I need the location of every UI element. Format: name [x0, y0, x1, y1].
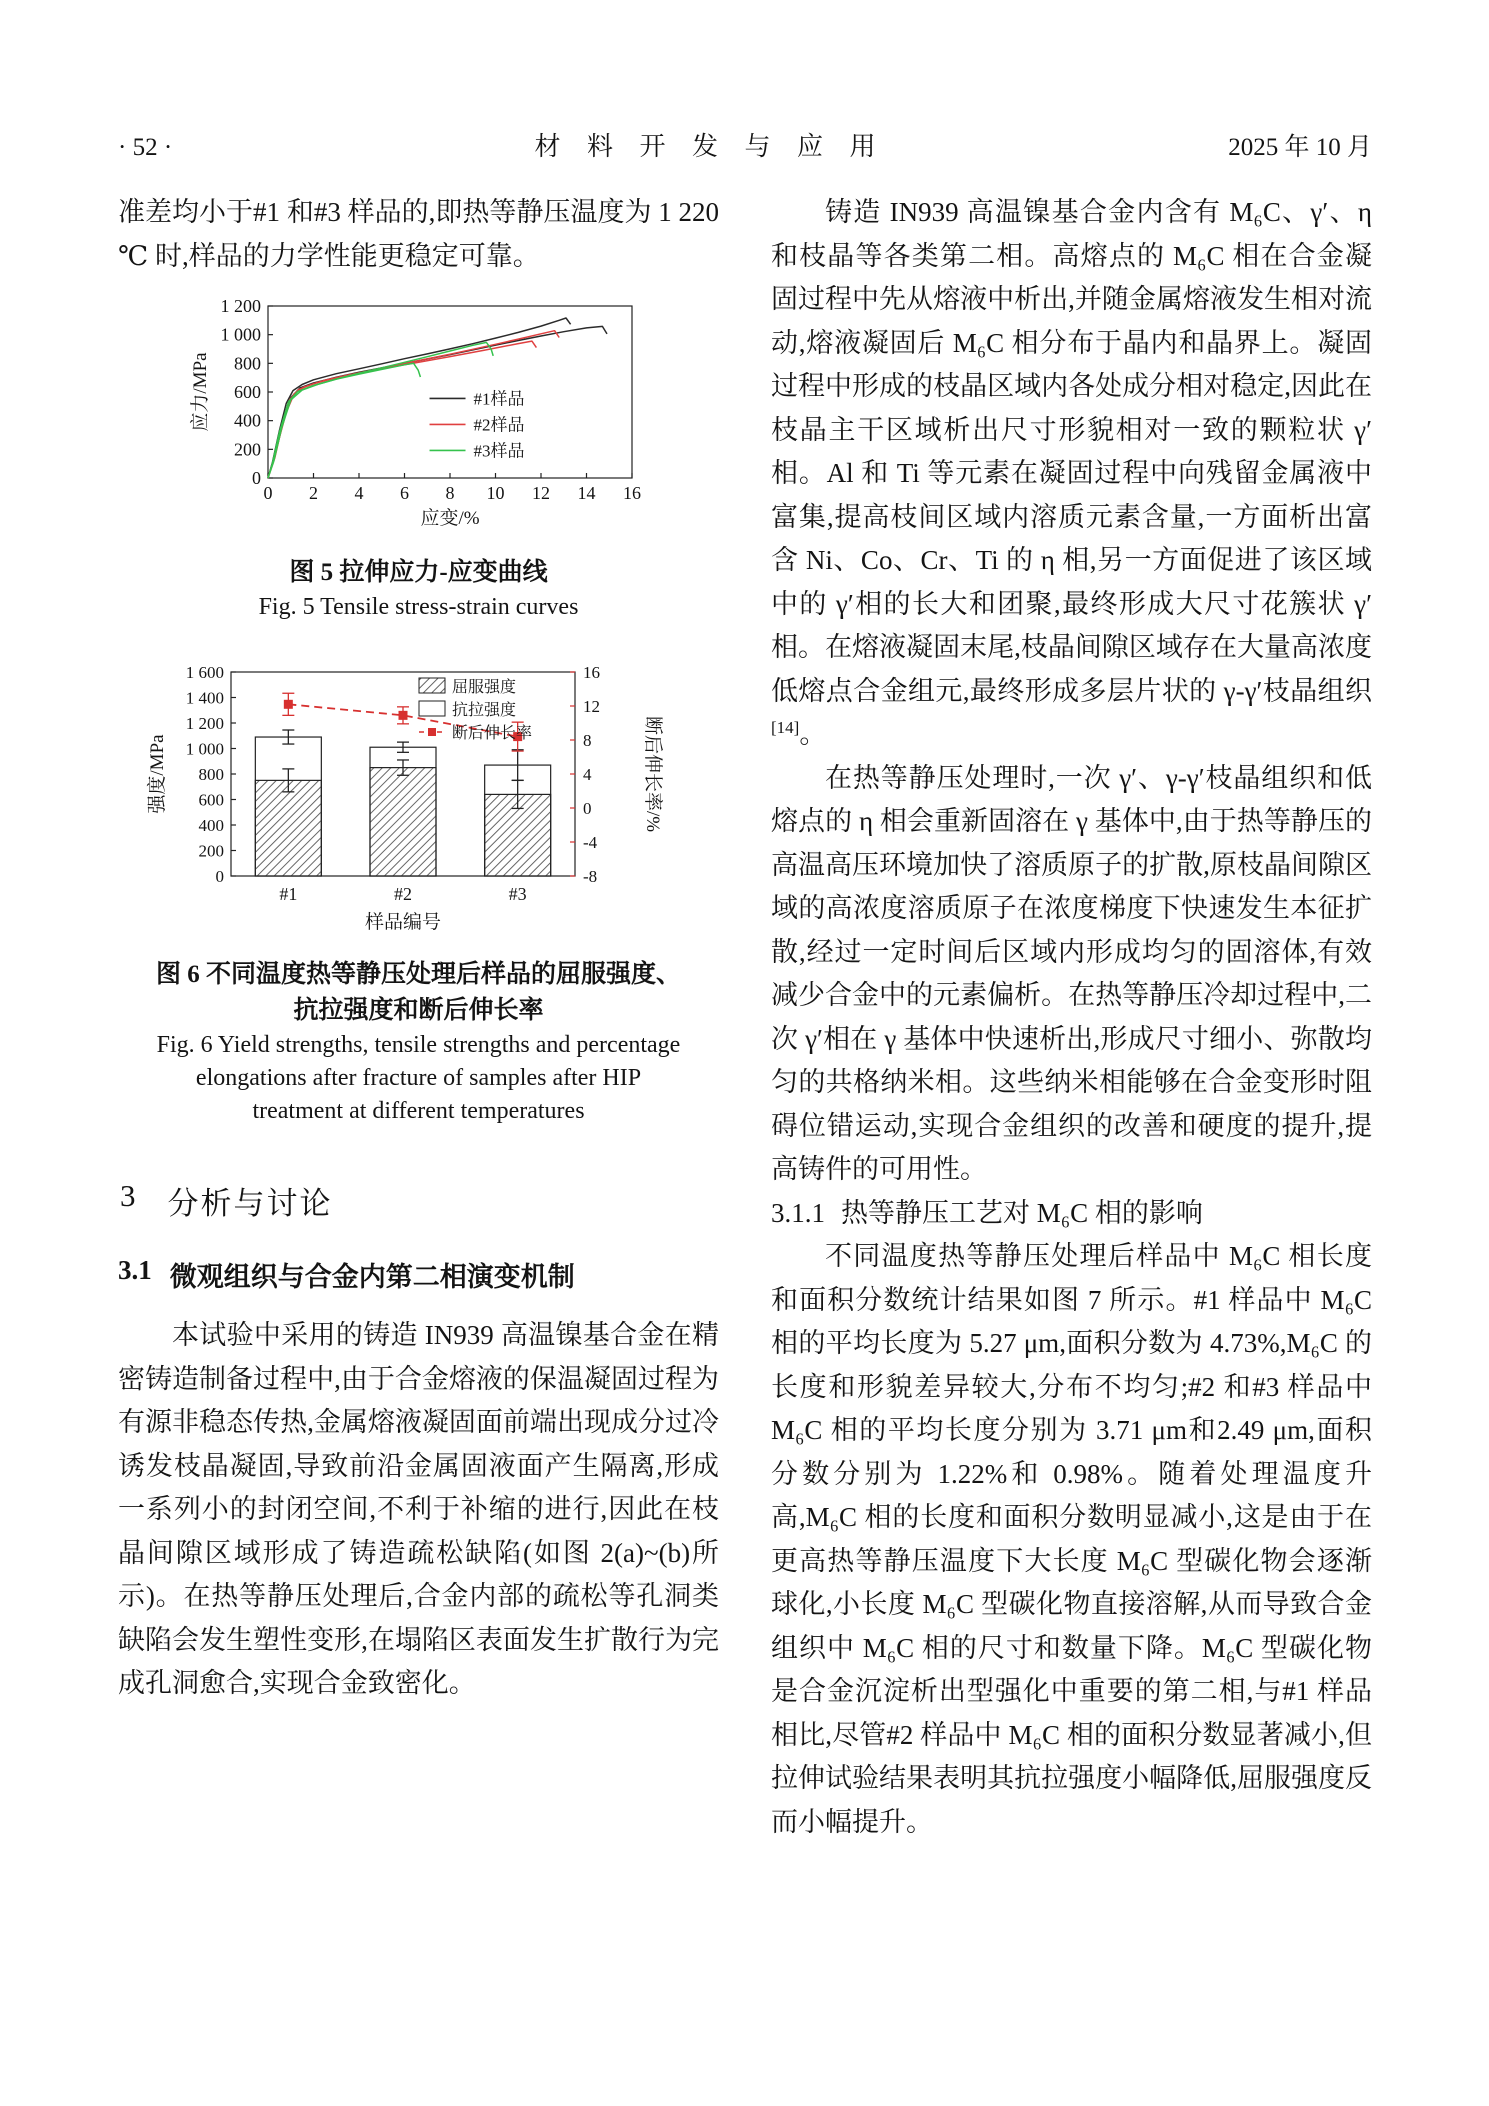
svg-text:600: 600 [233, 382, 261, 402]
svg-text:12: 12 [582, 697, 600, 716]
subsection-311-number: 3.1.1 [771, 1197, 825, 1228]
svg-text:4: 4 [354, 483, 363, 503]
figure6-caption-zh-line2: 抗拉强度和断后伸长率 [293, 997, 544, 1024]
two-column-layout [118, 191, 1372, 1844]
svg-text:1 000: 1 000 [220, 324, 261, 345]
right-body-paragraph-1 [771, 191, 1372, 757]
svg-text:0: 0 [215, 867, 224, 886]
figure6 [118, 654, 719, 1128]
svg-text:0: 0 [263, 483, 272, 503]
svg-text:断后伸长率: 断后伸长率 [451, 725, 532, 742]
svg-text:#1: #1 [278, 884, 297, 904]
svg-text:8: 8 [445, 483, 454, 503]
figure5-chart [184, 292, 654, 544]
issue-date: 2025 年 10 月 [1228, 134, 1372, 161]
subsection-311-title: 热等静压工艺对 M₆C 相的影响 [841, 1197, 1203, 1228]
svg-text:#2: #2 [393, 884, 412, 904]
svg-text:2: 2 [308, 483, 318, 503]
svg-text:16: 16 [622, 483, 641, 503]
figure5 [118, 292, 719, 624]
figure6-caption-en-line1: Fig. 6 Yield strengths, tensile strengths and percentage [156, 1032, 681, 1058]
svg-text:600: 600 [198, 790, 224, 810]
figure6-caption [118, 957, 719, 1128]
svg-text:200: 200 [198, 841, 224, 861]
page-header [118, 126, 1372, 163]
svg-text:1 000: 1 000 [185, 739, 224, 759]
citation-14: [14] [771, 718, 800, 737]
svg-text:#1样品: #1样品 [473, 389, 525, 409]
section-3-number: 3 [120, 1178, 138, 1213]
svg-text:800: 800 [198, 765, 224, 784]
svg-text:1 400: 1 400 [185, 688, 224, 708]
svg-text:1 600: 1 600 [185, 663, 224, 682]
svg-text:#3样品: #3样品 [473, 441, 525, 461]
subsection-31-heading [118, 1255, 719, 1294]
svg-text:#2样品: #2样品 [473, 415, 525, 435]
subsection-31-number: 3.1 [118, 1255, 152, 1285]
svg-text:8: 8 [582, 731, 591, 750]
paragraph-1-tail: 。 [799, 719, 827, 749]
figure5-caption-en: Fig. 5 Tensile stress-strain curves [258, 594, 579, 620]
figure6-chart [139, 654, 699, 946]
right-body-paragraph-2: 在热等静压处理时,一次 γ′、γ-γ′枝晶组织和低熔点的 η 相会重新固溶在 γ 基体中,由于热等静压的高温高压环境加快了溶质原子的扩散,原枝晶间隙区域的高浓度溶质原子在浓度梯度下快速发生本征扩散,经过一定时间后区域内形成均匀的固溶体,有效减少合金中的元素偏析。在热等静压冷却过程中,二次 γ′相在 γ 基体中快速析出,形成尺寸细小、弥散均匀的共格纳米相。这些纳米相能够在合金变形时阻碍位错运动,实现合金组织的改善和硬度的提升,提高铸件的可用性。 [771, 762, 1372, 1184]
subsection-311-heading [771, 1192, 1372, 1236]
svg-text:14: 14 [577, 483, 595, 503]
svg-text:400: 400 [198, 816, 224, 835]
svg-text:200: 200 [233, 439, 261, 460]
svg-text:强度/MPa: 强度/MPa [146, 734, 168, 814]
journal-title: 材 料 开 发 与 应 用 [534, 132, 886, 161]
paragraph-1-text: 铸造 IN939 高温镍基合金内含有 M₆C、γ′、η 和枝晶等各类第二相。高熔点的 M₆C 相在合金凝固过程中先从熔液中析出,并随金属熔液发生相对流动,熔液凝固后 M₆C 相分布于晶内和晶界上。凝固过程中形成的枝晶区域内各处成分相对稳定,因此在枝晶主干区域析出尺寸形貌相对一致的颗粒状 γ′相。Al 和 Ti 等元素在凝固过程中向残留金属液中富集,提高枝间区域内溶质元素含量,一方面析出富含 Ni、Co、Cr、Ti 的 η 相,另一方面促进了该区域中的 γ′相的长大和团聚,最终形成大尺寸花簇状 γ′相。在熔液凝固末尾,枝晶间隙区域存在大量高浓度低熔点合金组元,最终形成多层片状的 γ-γ′枝晶组织 [771, 197, 1372, 706]
svg-text:400: 400 [233, 410, 261, 431]
section-3-heading [120, 1178, 719, 1223]
figure6-caption-en-line2: elongations after fracture of samples after HIP [195, 1065, 642, 1091]
svg-text:16: 16 [582, 663, 600, 682]
svg-text:10: 10 [486, 483, 504, 503]
svg-text:应力/MPa: 应力/MPa [189, 352, 211, 432]
right-column [771, 191, 1372, 1844]
page-number: · 52 · [118, 134, 173, 161]
svg-text:0: 0 [251, 468, 261, 488]
figure5-caption-zh: 图 5 拉伸应力-应变曲线 [289, 559, 548, 586]
svg-text:#3: #3 [508, 884, 527, 904]
svg-text:4: 4 [582, 765, 591, 784]
continuation-paragraph: 准差均小于#1 和#3 样品的,即热等静压温度为 1 220 ℃ 时,样品的力学性能更稳定可靠。 [118, 197, 719, 271]
section-3-title: 分析与讨论 [167, 1186, 333, 1221]
svg-text:抗拉强度: 抗拉强度 [451, 702, 516, 719]
svg-text:0: 0 [582, 799, 591, 818]
svg-text:12: 12 [531, 483, 550, 503]
svg-text:1 200: 1 200 [185, 714, 224, 733]
svg-text:800: 800 [233, 353, 261, 374]
svg-text:-4: -4 [582, 833, 597, 852]
left-body-paragraph: 本试验中采用的铸造 IN939 高温镍基合金在精密铸造制备过程中,由于合金熔液的保温凝固过程为有源非稳态传热,金属熔液凝固面前端出现成分过冷诱发枝晶凝固,导致前沿金属固液面产生隔离,形成一系列小的封闭空间,不利于补缩的进行,因此在枝晶间隙区域形成了铸造疏松缺陷(如图 2(a)~(b)所示)。在热等静压处理后,合金内部的疏松等孔洞类缺陷会发生塑性变形,在塌陷区表面发生扩散行为完成孔洞愈合,实现合金致密化。 [118, 1320, 719, 1698]
left-column [118, 191, 719, 1844]
figure6-caption-en-line3: treatment at different temperatures [252, 1098, 585, 1124]
subsection-31-title: 微观组织与合金内第二相演变机制 [169, 1262, 575, 1292]
figure6-caption-zh-line1: 图 6 不同温度热等静压处理后样品的屈服强度、 [155, 961, 681, 988]
svg-text:样品编号: 样品编号 [364, 912, 441, 933]
svg-text:屈服强度: 屈服强度 [451, 679, 516, 696]
svg-text:1 200: 1 200 [220, 296, 261, 316]
svg-text:应变/%: 应变/% [419, 508, 480, 529]
svg-text:断后伸长率/%: 断后伸长率/% [641, 715, 663, 833]
right-body-paragraph-3: 不同温度热等静压处理后样品中 M₆C 相长度和面积分数统计结果如图 7 所示。#1 样品中 M₆C 相的平均长度为 5.27 μm,面积分数为 4.73%,M₆C 的长度和形貌差异较大,分布不均匀;#2 和#3 样品中 M₆C 相的平均长度分别为 3.71 μm和2.49 μm,面积分数分别为 1.22%和 0.98%。随着处理温度升高,M₆C 相的长度和面积分数明显减小,这是由于在更高热等静压温度下大长度 M₆C 型碳化物会逐渐球化,小长度 M₆C 型碳化物直接溶解,从而导致合金组织中 M₆C 相的尺寸和数量下降。M₆C 型碳化物是合金沉淀析出型强化中重要的第二相,与#1 样品相比,尽管#2 样品中 M₆C 相的面积分数显著减小,但拉伸试验结果表明其抗拉强度小幅降低,屈服强度反而小幅提升。 [771, 1241, 1372, 1837]
svg-text:-8: -8 [582, 867, 597, 886]
figure5-caption [118, 555, 719, 624]
svg-text:6: 6 [399, 483, 409, 503]
